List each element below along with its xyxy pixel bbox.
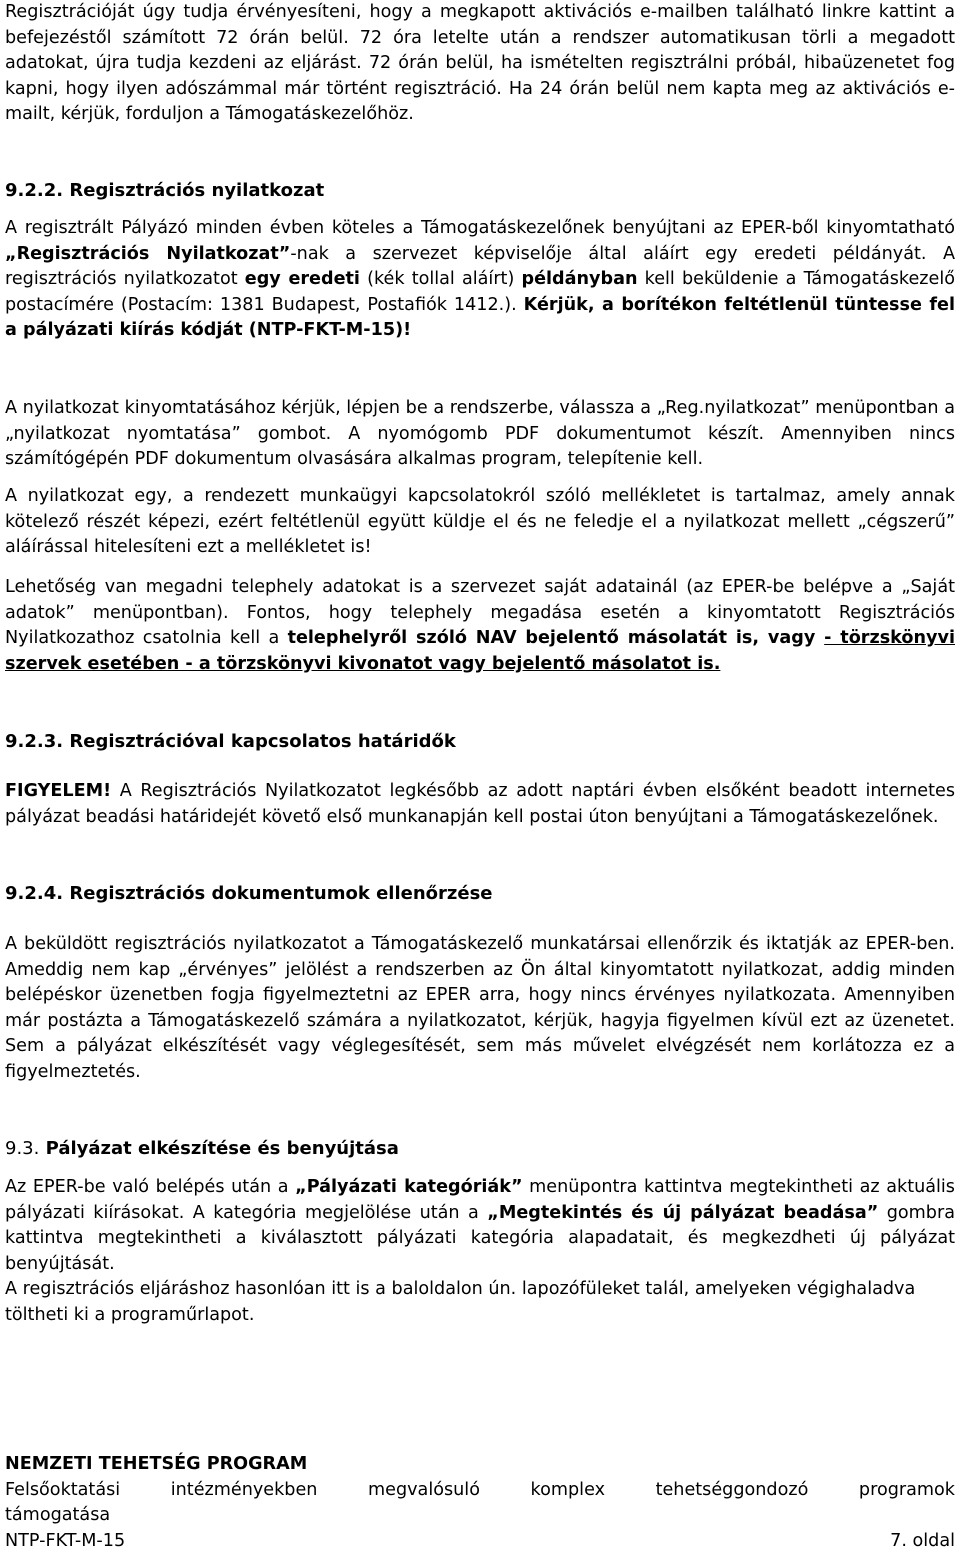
text-run: kell beküldenie a Támogatáskezelő postacímére (Postacím: 1381 Budapest, Postafiók 1412.). <box>5 269 955 315</box>
text-run-bold: egy eredeti <box>244 269 360 290</box>
document-check-paragraph: A beküldött regisztrációs nyilatkozatot a Támogatáskezelő munkatársai ellenőrzik és iktatják az EPER-ben. Ameddig nem kap „érvényes” jelölést a rendszerben az Ön által kinyomtatott nyilatkozat, addig minden belépéskor üzenetben fogja figyelmeztetni az EPER arra, hogy nincs érvényes nyilatkozata. Amennyiben már postázta a Támogatáskezelő számára a nyilatkozatot, kérjük, hagyja figyelmen kívül ezt az üzenetet. Sem a pályázat elkészítését vagy véglegesítését, sem más művelet elvégzését nem korlátozza ez a figyelmeztetés. <box>5 934 955 1082</box>
submission-paragraph <box>5 1175 955 1277</box>
section-heading-9-2-4 <box>5 881 493 907</box>
text-run: (kék tollal aláírt) <box>359 269 522 290</box>
text-run-bold: telephelyről szóló NAV bejelentő másolatát is, vagy <box>287 628 825 649</box>
section-heading-9-3 <box>5 1136 399 1162</box>
section-title: Regisztrációval kapcsolatos határidők <box>69 731 456 752</box>
footer-program: Felsőoktatási intézményekben megvalósuló komplex tehetséggondozó programok <box>5 1479 955 1500</box>
footer-bottom-line <box>5 1529 955 1555</box>
text-run: -nak a szervezet képviselője által aláírt egy eredeti példányát. A regisztrációs nyilatkozatot <box>5 243 956 290</box>
text-run-bold: „Megtekintés és új pályázat beadása” <box>487 1202 879 1223</box>
section-title: Regisztrációs nyilatkozat <box>69 180 325 201</box>
intro-paragraph: Regisztrációját úgy tudja érvényesíteni, hogy a megkapott aktivációs e-mailben található linkre kattint a befejezéstől számított 72 órán belül. 72 óra letelte után a rendszer automatikusan törli a megadott adatokat, újra tudja kezdeni az eljárást. 72 órán belül, ha ismételten regisztrálni próbál, hibaüzenetet fog kapni, hogy ilyen adószámmal már történt regisztráció. Ha 24 órán belül nem kapta meg az aktivációs e-mailt, kérjük, forduljon a Támogatáskezelőhöz. <box>5 2 955 125</box>
page-footer <box>5 1452 955 1554</box>
text-run-bold: példányban <box>521 269 638 290</box>
annex-paragraph: A nyilatkozat egy, a rendezett munkaügyi kapcsolatokról szóló mellékletet is tartalmaz, amely annak kötelező részét képezi, ezért feltétlenül együtt küldje el és ne feledje el a nyilatkozat mellett „cégszerű” aláírással hitelesíteni ezt a mellékletet is! <box>5 486 955 558</box>
text-run-bold-underlined: - törzskönyvi szervek esetében - a törzskönyvi kivonatot vagy bejelentő másolatot is. <box>5 628 955 674</box>
site-data-paragraph <box>5 575 955 677</box>
text-run: A Regisztrációs Nyilatkozatot legkésőbb az adott naptári évben elsőként beadott internetes pályázat beadási határidejét követő első munkanapján kell postai úton benyújtani a Támogatáskezelőnek. <box>5 781 955 827</box>
footer-code: NTP-FKT-M-15 <box>5 1530 126 1551</box>
footer-program-cont: támogatása <box>5 1505 111 1526</box>
text-run-bold: „Regisztrációs Nyilatkozat” <box>5 243 291 264</box>
text-run: Az EPER-be való belépés után a <box>5 1177 296 1197</box>
text-run: A regisztrált Pályázó minden évben köteles a Támogatáskezelőnek benyújtani az EPER-ből kinyomtatható <box>5 218 955 238</box>
warning-label: FIGYELEM! <box>5 781 112 801</box>
section-number: 9.2.2. <box>5 180 64 201</box>
section-number: 9.2.3. <box>5 731 64 752</box>
footer-org: NEMZETI TEHETSÉG PROGRAM <box>5 1454 308 1474</box>
text-run: gombra kattintva megtekintheti a kiválasztott pályázati kategória alapadatait, és megkezdheti új pályázat benyújtását. <box>5 1202 955 1274</box>
registration-statement-paragraph <box>5 216 955 344</box>
text-run: menüpontra kattintva megtekintheti az aktuális pályázati kiírásokat. A kategória megjelölése után a <box>5 1177 955 1223</box>
deadline-paragraph <box>5 779 955 830</box>
section-heading-9-2-3 <box>5 729 456 755</box>
section-number: 9.2.4. <box>5 883 64 904</box>
tabs-paragraph: A regisztrációs eljáráshoz hasonlóan itt is a baloldalon ún. lapozófüleket talál, amelyeken végighaladva töltheti ki a programűrlapot. <box>5 1279 916 1325</box>
text-run-bold: Kérjük, a borítékon feltétlenül tüntesse fel a pályázati kiírás kódját (NTP-FKT-M-15)! <box>5 294 955 341</box>
text-run-bold: „Pályázati kategóriák” <box>295 1177 523 1197</box>
section-title: Regisztrációs dokumentumok ellenőrzése <box>69 883 493 904</box>
page-number: 7. oldal <box>890 1530 955 1551</box>
section-title: Pályázat elkészítése és benyújtása <box>45 1138 399 1159</box>
section-number: 9.3. <box>5 1138 40 1159</box>
section-heading-9-2-2 <box>5 178 324 204</box>
print-instructions-paragraph: A nyilatkozat kinyomtatásához kérjük, lépjen be a rendszerbe, válassza a „Reg.nyilatkozat” menüpontban a „nyilatkozat nyomtatása” gombot. A nyomógomb PDF dokumentumot készít. Amennyiben nincs számítógépén PDF dokumentum olvasására alkalmas program, telepítenie kell. <box>5 398 955 470</box>
text-run: Lehetőség van megadni telephely adatokat is a szervezet saját adatainál (az EPER-be belépve a „Saját adatok” menüpontban). Fontos, hogy telephely megadása esetén a kinyomtatott Regisztrációs Nyilatkozathoz csatolnia kell a <box>5 577 955 649</box>
